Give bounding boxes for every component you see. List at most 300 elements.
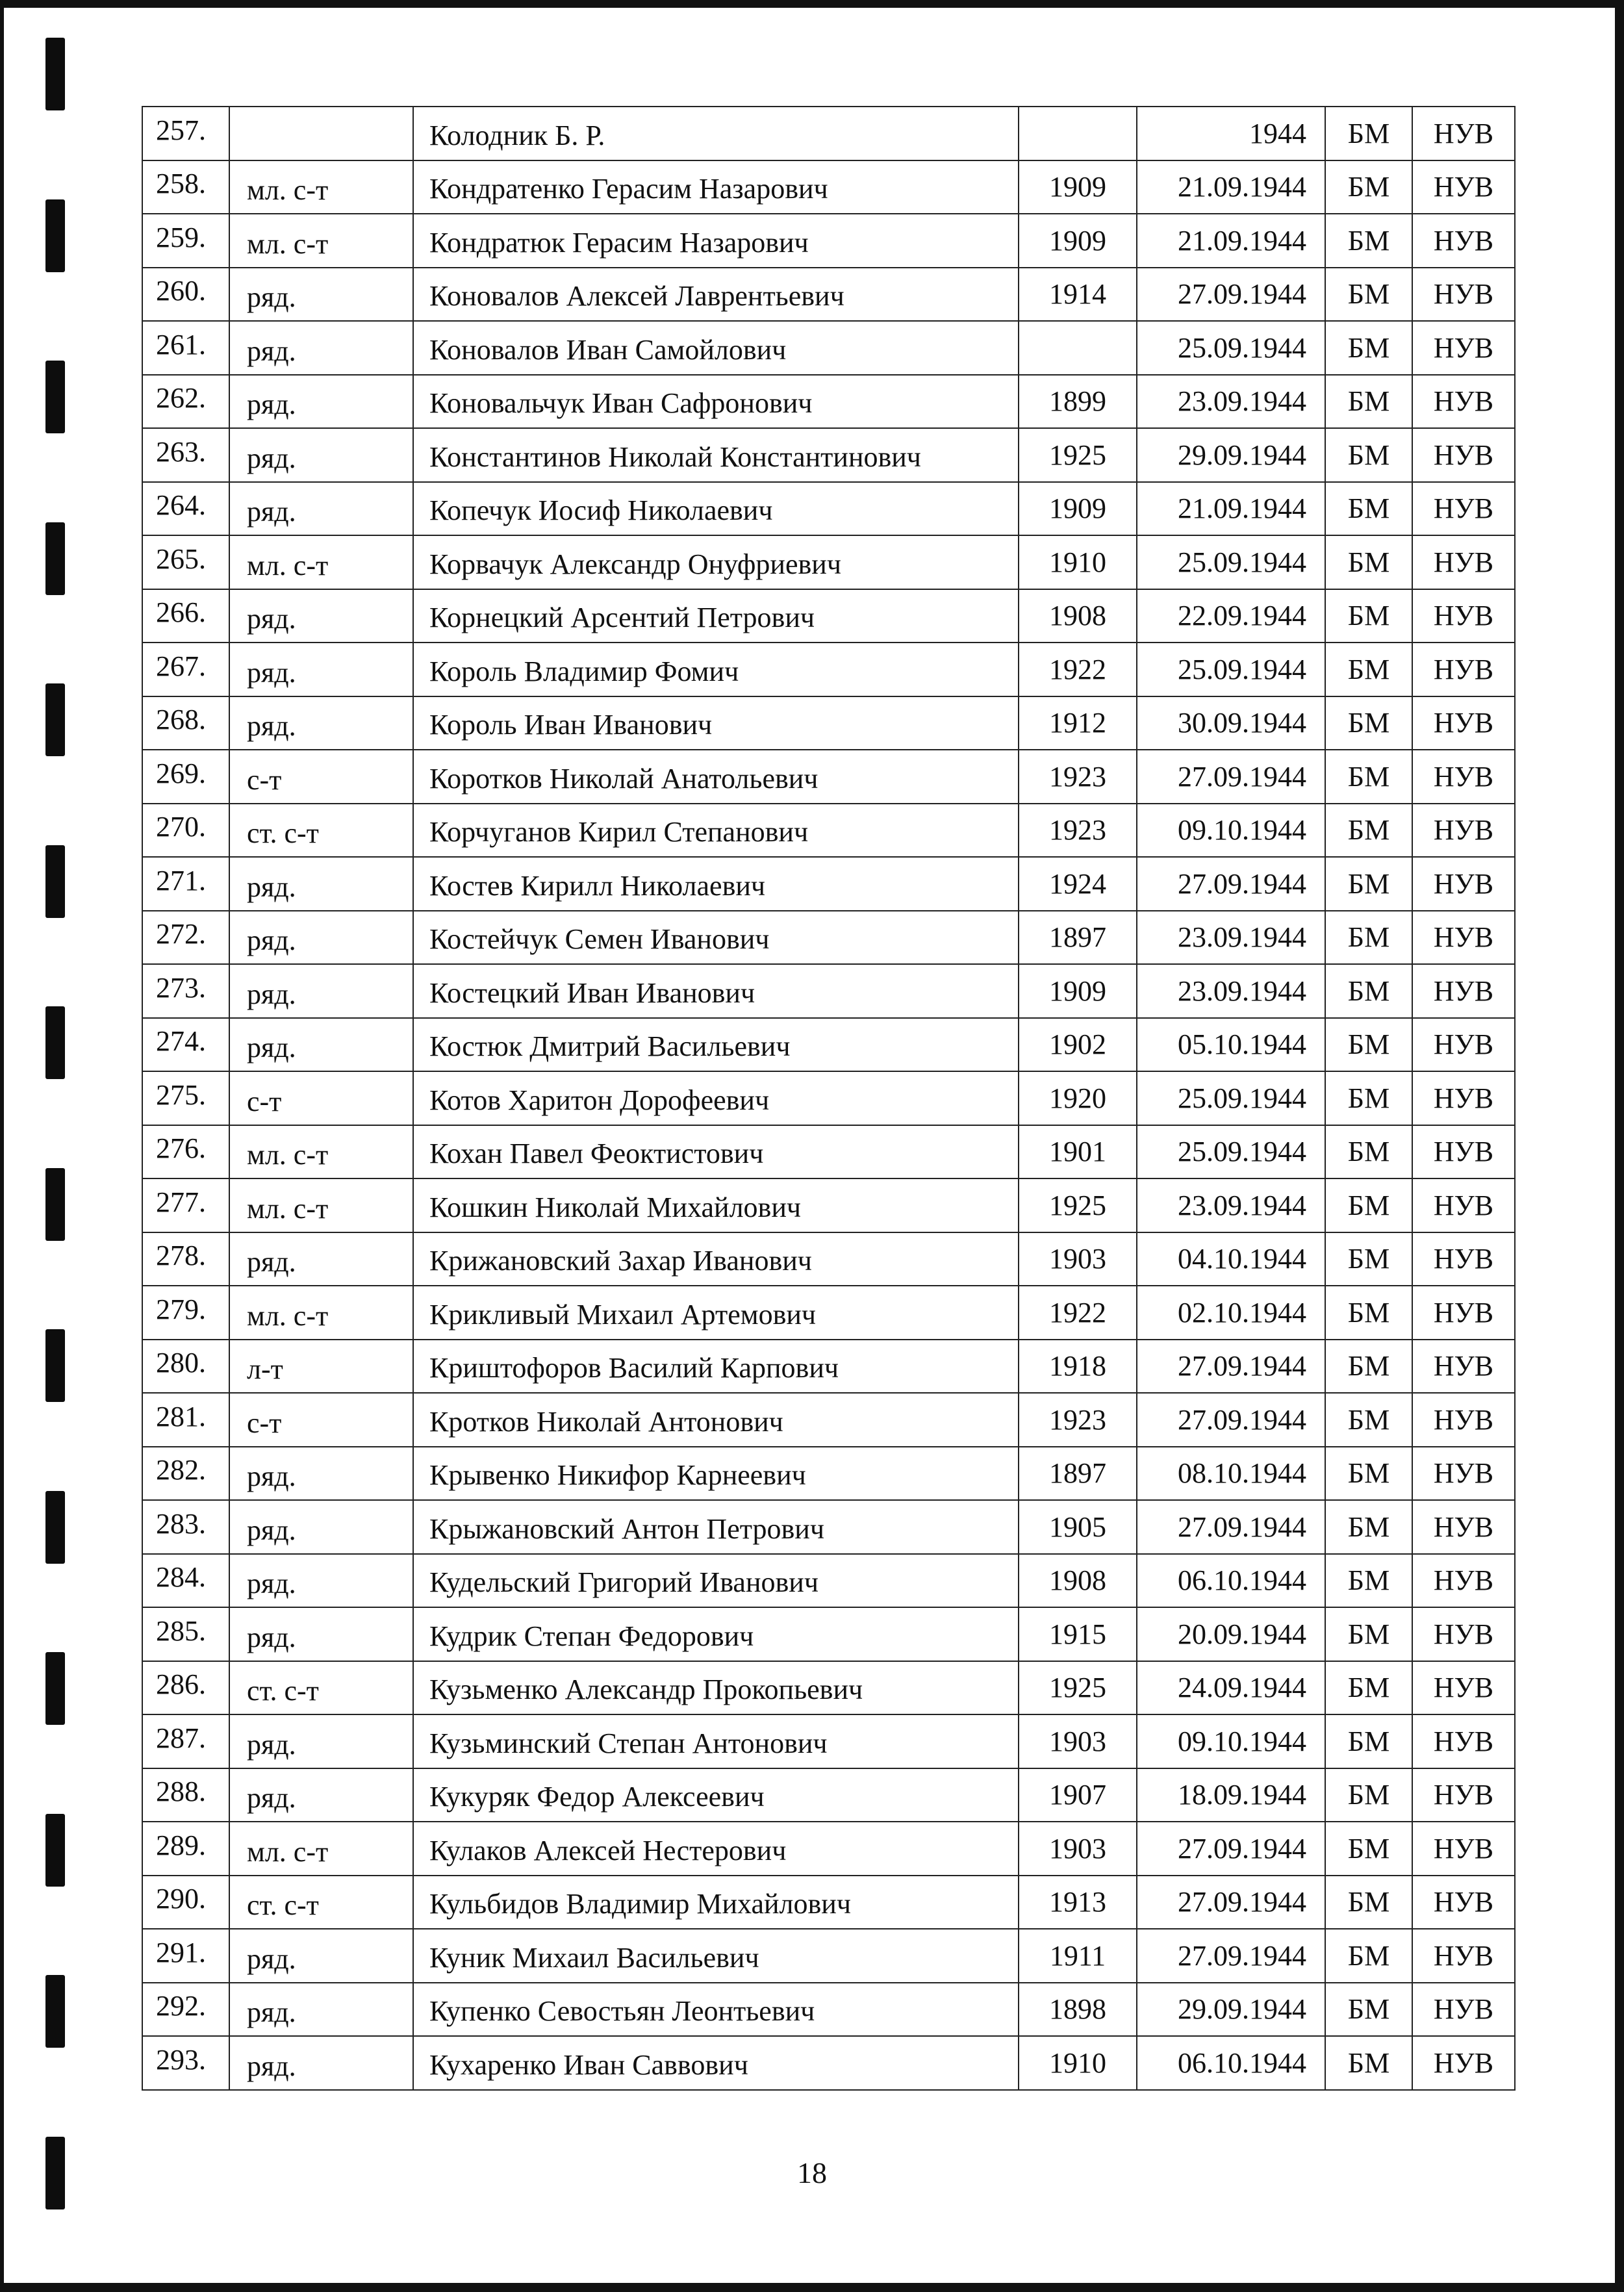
death-date-cell: 1944 [1137,107,1325,160]
loss-type-cell: БМ [1325,1822,1412,1876]
table-row [142,1607,1515,1661]
birth-year-cell: 1920 [1019,1071,1137,1125]
table-row [142,1125,1515,1179]
loss-type-cell: БМ [1325,482,1412,536]
record-code-cell: НУВ [1412,1661,1515,1715]
binding-hole [45,1814,65,1887]
birth-year-cell: 1909 [1019,160,1137,214]
birth-year-cell: 1911 [1019,1929,1137,1983]
record-code-cell: НУВ [1412,589,1515,643]
table-row [142,321,1515,375]
death-date-cell: 02.10.1944 [1137,1286,1325,1340]
birth-year-cell: 1903 [1019,1822,1137,1876]
table-row [142,1714,1515,1768]
military-rank-cell: ряд. [229,268,413,322]
binding-hole [45,522,65,595]
death-date-cell: 09.10.1944 [1137,1714,1325,1768]
full-name-cell: Купенко Севостьян Леонтьевич [413,1983,1019,2037]
full-name-cell: Кудельский Григорий Иванович [413,1554,1019,1608]
death-date-cell: 29.09.1944 [1137,428,1325,482]
table-row [142,1071,1515,1125]
row-number-cell: 283. [142,1500,229,1554]
loss-type-cell: БМ [1325,1983,1412,2037]
loss-type-cell: БМ [1325,375,1412,429]
record-code-cell: НУВ [1412,964,1515,1018]
birth-year-cell: 1908 [1019,1554,1137,1608]
death-date-cell: 04.10.1944 [1137,1232,1325,1286]
death-date-cell: 22.09.1944 [1137,589,1325,643]
loss-type-cell: БМ [1325,1232,1412,1286]
military-rank-cell: мл. с-т [229,535,413,589]
death-date-cell: 21.09.1944 [1137,160,1325,214]
record-code-cell: НУВ [1412,1607,1515,1661]
birth-year-cell: 1923 [1019,1393,1137,1447]
full-name-cell: Коновалов Иван Самойлович [413,321,1019,375]
military-rank-cell: ст. с-т [229,1661,413,1715]
row-number-cell: 288. [142,1768,229,1822]
birth-year-cell: 1925 [1019,1178,1137,1232]
military-rank-cell: ст. с-т [229,1876,413,1929]
row-number-cell: 269. [142,750,229,804]
full-name-cell: Король Иван Иванович [413,696,1019,750]
table-body [142,107,1515,2090]
loss-type-cell: БМ [1325,1929,1412,1983]
binding-hole [45,1652,65,1725]
row-number-cell: 268. [142,696,229,750]
row-number-cell: 280. [142,1340,229,1394]
row-number-cell: 272. [142,911,229,965]
military-rank-cell: ряд. [229,696,413,750]
full-name-cell: Куник Михаил Васильевич [413,1929,1019,1983]
military-rank-cell: ряд. [229,911,413,965]
row-number-cell: 287. [142,1714,229,1768]
row-number-cell: 274. [142,1018,229,1072]
military-rank-cell: ряд. [229,482,413,536]
row-number-cell: 285. [142,1607,229,1661]
record-code-cell: НУВ [1412,857,1515,911]
row-number-cell: 278. [142,1232,229,1286]
death-date-cell: 29.09.1944 [1137,1983,1325,2037]
full-name-cell: Кукуряк Федор Алексеевич [413,1768,1019,1822]
full-name-cell: Кузьменко Александр Прокопьевич [413,1661,1019,1715]
full-name-cell: Крывенко Никифор Карнеевич [413,1447,1019,1501]
death-date-cell: 27.09.1944 [1137,1393,1325,1447]
casualty-list-table [142,106,1516,2091]
table-row [142,1286,1515,1340]
birth-year-cell: 1915 [1019,1607,1137,1661]
military-rank-cell: ряд. [229,2036,413,2090]
binding-hole [45,1168,65,1241]
table-row [142,1447,1515,1501]
full-name-cell: Крикливый Михаил Артемович [413,1286,1019,1340]
birth-year-cell: 1899 [1019,375,1137,429]
row-number-cell: 282. [142,1447,229,1501]
row-number-cell: 260. [142,268,229,322]
full-name-cell: Корвачук Александр Онуфриевич [413,535,1019,589]
full-name-cell: Коновальчук Иван Сафронович [413,375,1019,429]
binding-hole [45,683,65,756]
table-row [142,160,1515,214]
row-number-cell: 275. [142,1071,229,1125]
birth-year-cell: 1909 [1019,964,1137,1018]
loss-type-cell: БМ [1325,750,1412,804]
birth-year-cell: 1898 [1019,1983,1137,2037]
table-row [142,1929,1515,1983]
loss-type-cell: БМ [1325,857,1412,911]
death-date-cell: 23.09.1944 [1137,911,1325,965]
birth-year-cell: 1924 [1019,857,1137,911]
birth-year-cell: 1918 [1019,1340,1137,1394]
birth-year-cell: 1925 [1019,1661,1137,1715]
birth-year-cell: 1903 [1019,1714,1137,1768]
table-row [142,589,1515,643]
record-code-cell: НУВ [1412,1983,1515,2037]
row-number-cell: 266. [142,589,229,643]
birth-year-cell: 1907 [1019,1768,1137,1822]
death-date-cell: 30.09.1944 [1137,696,1325,750]
row-number-cell: 293. [142,2036,229,2090]
binding-hole [45,1975,65,2048]
loss-type-cell: БМ [1325,428,1412,482]
spiral-binding [45,0,65,2292]
birth-year-cell: 1922 [1019,1286,1137,1340]
row-number-cell: 281. [142,1393,229,1447]
table-row [142,1822,1515,1876]
record-code-cell: НУВ [1412,1822,1515,1876]
military-rank-cell: ряд. [229,375,413,429]
full-name-cell: Кулаков Алексей Нестерович [413,1822,1019,1876]
full-name-cell: Крыжановский Антон Петрович [413,1500,1019,1554]
military-rank-cell: ст. с-т [229,804,413,858]
record-code-cell: НУВ [1412,482,1515,536]
birth-year-cell: 1908 [1019,589,1137,643]
military-rank-cell: ряд. [229,1500,413,1554]
loss-type-cell: БМ [1325,2036,1412,2090]
record-code-cell: НУВ [1412,375,1515,429]
military-rank-cell: ряд. [229,1983,413,2037]
full-name-cell: Кульбидов Владимир Михайлович [413,1876,1019,1929]
table-row [142,750,1515,804]
table-row [142,107,1515,160]
birth-year-cell: 1923 [1019,804,1137,858]
birth-year-cell: 1922 [1019,643,1137,696]
military-rank-cell: ряд. [229,1768,413,1822]
record-code-cell: НУВ [1412,1768,1515,1822]
loss-type-cell: БМ [1325,1876,1412,1929]
row-number-cell: 263. [142,428,229,482]
death-date-cell: 25.09.1944 [1137,1125,1325,1179]
full-name-cell: Король Владимир Фомич [413,643,1019,696]
record-code-cell: НУВ [1412,428,1515,482]
birth-year-cell: 1910 [1019,2036,1137,2090]
row-number-cell: 279. [142,1286,229,1340]
row-number-cell: 257. [142,107,229,160]
row-number-cell: 261. [142,321,229,375]
birth-year-cell: 1914 [1019,268,1137,322]
record-code-cell: НУВ [1412,268,1515,322]
table-row [142,1232,1515,1286]
loss-type-cell: БМ [1325,1661,1412,1715]
loss-type-cell: БМ [1325,1500,1412,1554]
loss-type-cell: БМ [1325,964,1412,1018]
death-date-cell: 27.09.1944 [1137,750,1325,804]
death-date-cell: 20.09.1944 [1137,1607,1325,1661]
table-row [142,1500,1515,1554]
record-code-cell: НУВ [1412,107,1515,160]
table-row [142,1018,1515,1072]
military-rank-cell: ряд. [229,1929,413,1983]
loss-type-cell: БМ [1325,1393,1412,1447]
death-date-cell: 27.09.1944 [1137,268,1325,322]
loss-type-cell: БМ [1325,1714,1412,1768]
record-code-cell: НУВ [1412,696,1515,750]
full-name-cell: Кошкин Николай Михайлович [413,1178,1019,1232]
birth-year-cell: 1897 [1019,911,1137,965]
military-rank-cell [229,107,413,160]
death-date-cell: 09.10.1944 [1137,804,1325,858]
loss-type-cell: БМ [1325,160,1412,214]
death-date-cell: 23.09.1944 [1137,375,1325,429]
full-name-cell: Корнецкий Арсентий Петрович [413,589,1019,643]
binding-hole [45,845,65,918]
death-date-cell: 05.10.1944 [1137,1018,1325,1072]
row-number-cell: 291. [142,1929,229,1983]
loss-type-cell: БМ [1325,107,1412,160]
loss-type-cell: БМ [1325,1286,1412,1340]
loss-type-cell: БМ [1325,1018,1412,1072]
military-rank-cell: ряд. [229,428,413,482]
row-number-cell: 267. [142,643,229,696]
record-code-cell: НУВ [1412,1447,1515,1501]
military-rank-cell: мл. с-т [229,1125,413,1179]
record-code-cell: НУВ [1412,750,1515,804]
military-rank-cell: л-т [229,1340,413,1394]
full-name-cell: Крижановский Захар Иванович [413,1232,1019,1286]
full-name-cell: Кохан Павел Феоктистович [413,1125,1019,1179]
table-row [142,375,1515,429]
death-date-cell: 18.09.1944 [1137,1768,1325,1822]
record-code-cell: НУВ [1412,1071,1515,1125]
loss-type-cell: БМ [1325,1447,1412,1501]
row-number-cell: 289. [142,1822,229,1876]
military-rank-cell: ряд. [229,964,413,1018]
birth-year-cell: 1909 [1019,482,1137,536]
table-row [142,643,1515,696]
table-row [142,1876,1515,1929]
record-code-cell: НУВ [1412,1125,1515,1179]
death-date-cell: 25.09.1944 [1137,643,1325,696]
record-code-cell: НУВ [1412,1554,1515,1608]
binding-hole [45,199,65,272]
military-rank-cell: мл. с-т [229,1822,413,1876]
row-number-cell: 292. [142,1983,229,2037]
military-rank-cell: ряд. [229,1232,413,1286]
military-rank-cell: мл. с-т [229,214,413,268]
record-code-cell: НУВ [1412,1232,1515,1286]
row-number-cell: 270. [142,804,229,858]
table-row [142,2036,1515,2090]
full-name-cell: Корчуганов Кирил Степанович [413,804,1019,858]
full-name-cell: Копечук Иосиф Николаевич [413,482,1019,536]
loss-type-cell: БМ [1325,535,1412,589]
loss-type-cell: БМ [1325,1125,1412,1179]
row-number-cell: 277. [142,1178,229,1232]
loss-type-cell: БМ [1325,1554,1412,1608]
record-code-cell: НУВ [1412,160,1515,214]
military-rank-cell: с-т [229,1071,413,1125]
military-rank-cell: ряд. [229,1447,413,1501]
death-date-cell: 06.10.1944 [1137,1554,1325,1608]
full-name-cell: Коновалов Алексей Лаврентьевич [413,268,1019,322]
military-rank-cell: мл. с-т [229,1286,413,1340]
record-code-cell: НУВ [1412,1714,1515,1768]
loss-type-cell: БМ [1325,804,1412,858]
row-number-cell: 258. [142,160,229,214]
death-date-cell: 23.09.1944 [1137,1178,1325,1232]
full-name-cell: Костюк Дмитрий Васильевич [413,1018,1019,1072]
full-name-cell: Костев Кирилл Николаевич [413,857,1019,911]
death-date-cell: 08.10.1944 [1137,1447,1325,1501]
binding-hole [45,361,65,433]
page-number: 18 [797,2156,827,2189]
row-number-cell: 259. [142,214,229,268]
full-name-cell: Кондратенко Герасим Назарович [413,160,1019,214]
table-row [142,482,1515,536]
birth-year-cell: 1925 [1019,428,1137,482]
row-number-cell: 276. [142,1125,229,1179]
record-code-cell: НУВ [1412,321,1515,375]
death-date-cell: 25.09.1944 [1137,1071,1325,1125]
loss-type-cell: БМ [1325,1340,1412,1394]
loss-type-cell: БМ [1325,911,1412,965]
table-row [142,1178,1515,1232]
record-code-cell: НУВ [1412,1178,1515,1232]
full-name-cell: Кротков Николай Антонович [413,1393,1019,1447]
full-name-cell: Кондратюк Герасим Назарович [413,214,1019,268]
loss-type-cell: БМ [1325,321,1412,375]
military-rank-cell: ряд. [229,643,413,696]
table-row [142,1768,1515,1822]
full-name-cell: Коротков Николай Анатольевич [413,750,1019,804]
birth-year-cell: 1909 [1019,214,1137,268]
death-date-cell: 27.09.1944 [1137,1876,1325,1929]
full-name-cell: Котов Харитон Дорофеевич [413,1071,1019,1125]
military-rank-cell: с-т [229,750,413,804]
loss-type-cell: БМ [1325,1178,1412,1232]
loss-type-cell: БМ [1325,1607,1412,1661]
birth-year-cell [1019,321,1137,375]
death-date-cell: 25.09.1944 [1137,535,1325,589]
record-code-cell: НУВ [1412,214,1515,268]
loss-type-cell: БМ [1325,589,1412,643]
military-rank-cell: ряд. [229,589,413,643]
birth-year-cell: 1902 [1019,1018,1137,1072]
row-number-cell: 264. [142,482,229,536]
record-code-cell: НУВ [1412,1340,1515,1394]
birth-year-cell: 1912 [1019,696,1137,750]
full-name-cell: Криштофоров Василий Карпович [413,1340,1019,1394]
table-row [142,911,1515,965]
death-date-cell: 24.09.1944 [1137,1661,1325,1715]
table-row [142,1340,1515,1394]
loss-type-cell: БМ [1325,643,1412,696]
death-date-cell: 06.10.1944 [1137,2036,1325,2090]
military-rank-cell: ряд. [229,1714,413,1768]
binding-hole [45,1491,65,1564]
birth-year-cell: 1897 [1019,1447,1137,1501]
record-code-cell: НУВ [1412,2036,1515,2090]
full-name-cell: Кухаренко Иван Саввович [413,2036,1019,2090]
record-code-cell: НУВ [1412,911,1515,965]
birth-year-cell: 1910 [1019,535,1137,589]
record-code-cell: НУВ [1412,1876,1515,1929]
death-date-cell: 27.09.1944 [1137,1340,1325,1394]
military-rank-cell: ряд. [229,1018,413,1072]
binding-hole [45,1006,65,1079]
table-row [142,428,1515,482]
loss-type-cell: БМ [1325,214,1412,268]
table-row [142,214,1515,268]
military-rank-cell: ряд. [229,1554,413,1608]
death-date-cell: 21.09.1944 [1137,214,1325,268]
table-row [142,804,1515,858]
full-name-cell: Костейчук Семен Иванович [413,911,1019,965]
record-code-cell: НУВ [1412,1018,1515,1072]
military-rank-cell: ряд. [229,1607,413,1661]
birth-year-cell [1019,107,1137,160]
birth-year-cell: 1903 [1019,1232,1137,1286]
loss-type-cell: БМ [1325,268,1412,322]
full-name-cell: Кузьминский Степан Антонович [413,1714,1019,1768]
row-number-cell: 273. [142,964,229,1018]
row-number-cell: 262. [142,375,229,429]
row-number-cell: 265. [142,535,229,589]
record-code-cell: НУВ [1412,643,1515,696]
death-date-cell: 27.09.1944 [1137,857,1325,911]
record-code-cell: НУВ [1412,1393,1515,1447]
full-name-cell: Колодник Б. Р. [413,107,1019,160]
table-row [142,1983,1515,2037]
row-number-cell: 290. [142,1876,229,1929]
birth-year-cell: 1923 [1019,750,1137,804]
record-code-cell: НУВ [1412,1286,1515,1340]
death-date-cell: 27.09.1944 [1137,1822,1325,1876]
loss-type-cell: БМ [1325,696,1412,750]
full-name-cell: Константинов Николай Константинович [413,428,1019,482]
binding-hole [45,38,65,110]
table-row [142,535,1515,589]
table-row [142,268,1515,322]
record-code-cell: НУВ [1412,1929,1515,1983]
table-row [142,696,1515,750]
table-row [142,1661,1515,1715]
military-rank-cell: мл. с-т [229,1178,413,1232]
record-code-cell: НУВ [1412,1500,1515,1554]
row-number-cell: 284. [142,1554,229,1608]
military-rank-cell: с-т [229,1393,413,1447]
table-row [142,857,1515,911]
birth-year-cell: 1913 [1019,1876,1137,1929]
death-date-cell: 27.09.1944 [1137,1500,1325,1554]
birth-year-cell: 1905 [1019,1500,1137,1554]
table-row [142,1393,1515,1447]
record-code-cell: НУВ [1412,804,1515,858]
loss-type-cell: БМ [1325,1071,1412,1125]
military-rank-cell: ряд. [229,321,413,375]
death-date-cell: 27.09.1944 [1137,1929,1325,1983]
death-date-cell: 25.09.1944 [1137,321,1325,375]
military-rank-cell: мл. с-т [229,160,413,214]
